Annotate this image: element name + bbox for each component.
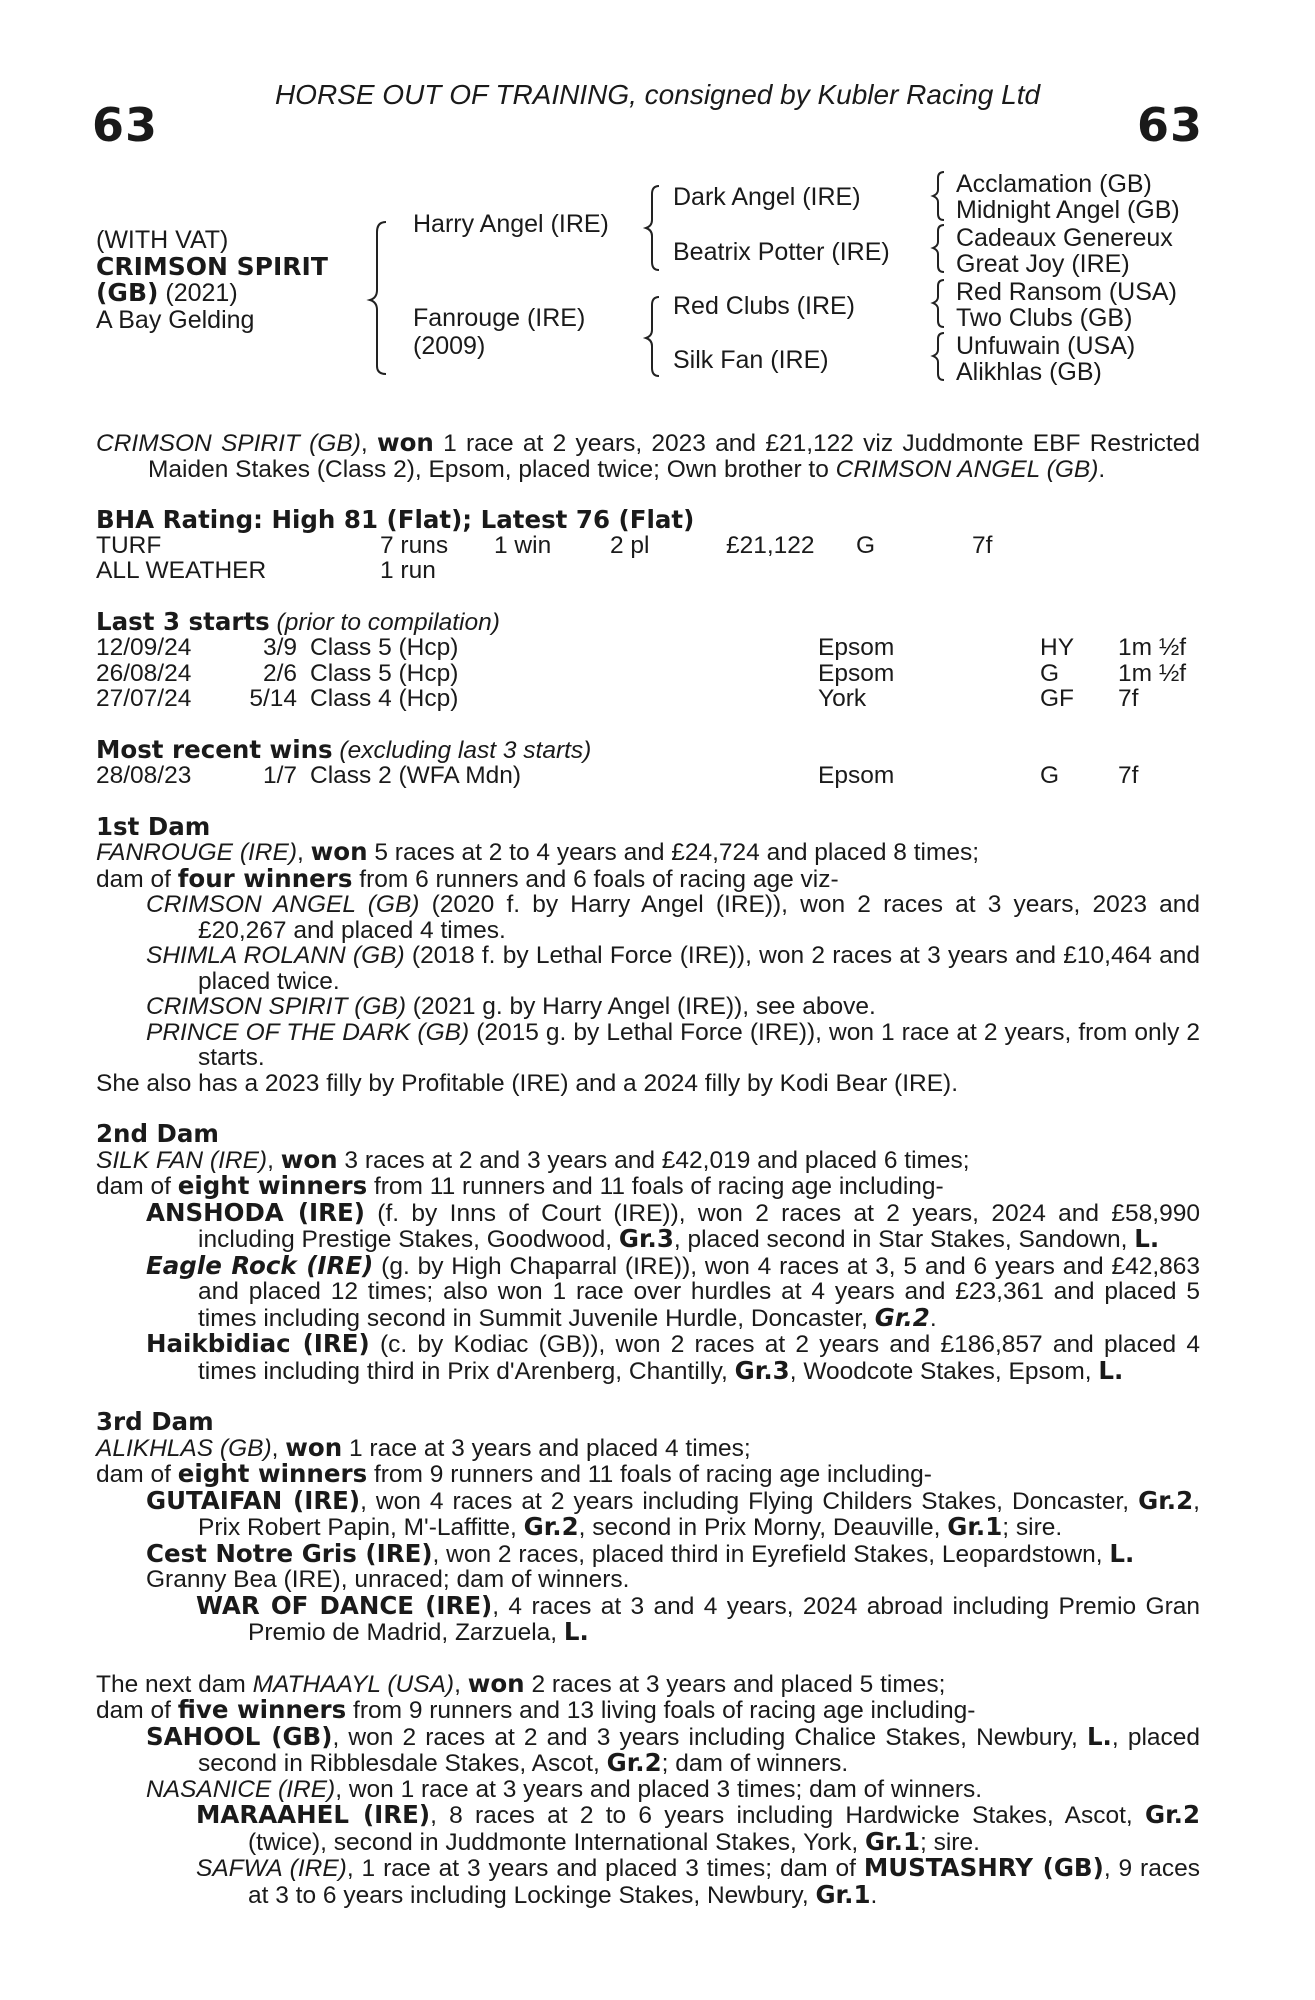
sire-dam-sire: Cadeaux Genereux: [956, 224, 1173, 252]
group-grade: Gr.1: [864, 1826, 920, 1856]
start-going: HY: [1040, 634, 1075, 661]
start-position: 5/14: [249, 685, 297, 712]
win-position: 1/7: [262, 762, 297, 789]
dam-of-detail: from 11 runners and 11 foals of racing age including-: [367, 1173, 944, 1200]
turf-going: G: [856, 531, 876, 559]
list-item: [96, 892, 1200, 943]
next-dam-section: [96, 1668, 1201, 1909]
group-grade: Gr.1: [947, 1512, 1003, 1541]
dam-year: (2009): [413, 332, 486, 360]
next-dam-intro: The next dam: [96, 1670, 253, 1698]
list-item: [96, 1721, 1201, 1777]
race-summary: CRIMSON SPIRIT (GB), won 1 race at 2 years, 2023 and £21,122 viz Juddmonte EBF Restricted Maiden Stakes (Class 2), Epsom, placed twice; Own brother to CRIMSON ANGEL (GB).: [96, 428, 1200, 483]
third-dam-title: 3rd Dam: [96, 1407, 214, 1436]
progeny-name: ANSHODA (IRE): [146, 1197, 365, 1227]
aw-runs: 1 run: [380, 557, 436, 584]
lot-number-left: 63: [92, 98, 159, 152]
second-dam-name: SILK FAN (IRE): [96, 1146, 268, 1174]
list-item: [96, 1250, 1200, 1332]
winners-count: eight winners: [177, 1459, 368, 1488]
progeny-end: ; dam of winners.: [661, 1750, 849, 1777]
first-dam-record: 5 races at 2 to 4 years and £24,724 and placed 8 times;: [367, 839, 980, 866]
dam-dam-sire: Unfuwain (USA): [956, 332, 1136, 360]
progeny-record: (c. by Kodiac (GB)), won 2 races at 2 years and £186,857 and placed 4 times including third in Prix d'Arenberg, Chantilly,: [198, 1331, 1201, 1385]
progeny-record: , won 4 races at 2 years including Flying Childers Stakes, Doncaster,: [360, 1487, 1139, 1515]
start-distance: 1m ½f: [1118, 634, 1187, 661]
start-class: Class 4 (Hcp): [310, 685, 459, 712]
winners-count: five winners: [177, 1695, 347, 1724]
won-label: won: [310, 837, 368, 866]
horse-country: (GB): [96, 278, 159, 307]
winners-count: four winners: [177, 863, 353, 893]
winners-count: eight winners: [177, 1171, 368, 1200]
list-item: [96, 1567, 1200, 1593]
vat-label: (WITH VAT): [96, 226, 229, 254]
aw-label: ALL WEATHER: [96, 557, 267, 584]
second-dam-record: 3 races at 2 and 3 years and £42,019 and placed 6 times;: [337, 1146, 970, 1174]
first-dam-title: 1st Dam: [96, 811, 211, 841]
group-grade: Gr.2: [606, 1748, 662, 1777]
progeny-offspring-name: MUSTASHRY (GB): [863, 1853, 1104, 1882]
list-item: [96, 1197, 1200, 1253]
listed-grade: L.: [1098, 1355, 1124, 1385]
progeny-record: , 1 race at 3 years and placed 3 times; dam of: [346, 1855, 864, 1882]
table-row: [96, 635, 1200, 661]
progeny-end: ; sire.: [920, 1828, 980, 1856]
start-class: Class 5 (Hcp): [310, 634, 459, 661]
aw-row: [96, 558, 1200, 584]
start-class: Class 5 (Hcp): [310, 659, 459, 687]
progeny-name: NASANICE (IRE): [146, 1775, 336, 1803]
progeny-name: WAR OF DANCE (IRE): [196, 1590, 493, 1620]
listed-grade: L.: [1134, 1224, 1160, 1253]
last-starts-title: Last 3 starts: [96, 606, 270, 636]
third-dam-name: ALIKHLAS (GB): [96, 1434, 272, 1462]
progeny-record: , Woodcote Stakes, Epsom,: [789, 1357, 1099, 1385]
start-course: York: [818, 685, 867, 712]
progeny-record: (g. by High Chaparral (IRE)), won 4 races at 3, 5 and 6 years and £42,863 and placed 12 times; also won 1 race over hurdles at 4 years and £23,361 and placed 5 times including second in Summit Juvenile Hurdle, Doncaster,: [198, 1252, 1200, 1332]
rating-section: [96, 507, 1200, 584]
win-course: Epsom: [818, 762, 895, 789]
dam: Fanrouge (IRE): [413, 304, 586, 332]
progeny-end: ; sire.: [1002, 1514, 1063, 1541]
group-grade: Gr.3: [734, 1355, 790, 1385]
separator: ,: [454, 1670, 468, 1698]
dam-of-detail: from 9 runners and 13 living foals of racing age including-: [346, 1697, 976, 1724]
progeny-record: (2015 g. by Lethal Force (IRE)), won 1 race at 2 years, from only 2 starts.: [198, 1018, 1200, 1071]
dam-sire-sire: Red Ransom (USA): [956, 278, 1177, 306]
won-label: won: [280, 1144, 338, 1174]
start-course: Epsom: [818, 634, 895, 661]
rating-title: BHA Rating: High 81 (Flat); Latest 76 (Flat): [96, 505, 695, 534]
progeny-name: Haikbidiac (IRE): [146, 1329, 370, 1358]
list-item: [96, 1855, 1200, 1908]
progeny-name: CRIMSON SPIRIT (GB): [146, 993, 406, 1020]
start-going: G: [1040, 659, 1060, 687]
group-grade: Gr.2: [1144, 1800, 1201, 1829]
turf-placed: 2 pl: [610, 531, 650, 559]
turf-wins: 1 win: [494, 531, 552, 559]
progeny-record: , Prix Robert Papin, M'-Laffitte,: [198, 1487, 1200, 1541]
start-date: 12/09/24: [96, 634, 192, 661]
sire-sire-dam: Midnight Angel (GB): [956, 196, 1180, 224]
start-distance: 7f: [1118, 685, 1139, 712]
second-dam-title: 2nd Dam: [96, 1119, 219, 1148]
recent-wins-section: [96, 734, 1200, 789]
dam-of-label: dam of: [96, 1697, 178, 1724]
progeny-record: (2020 f. by Harry Angel (IRE)), won 2 races at 3 years, 2023 and £20,267 and placed 4 times.: [198, 891, 1200, 944]
third-dam-record: 1 race at 3 years and placed 4 times;: [342, 1434, 751, 1462]
table-row: [96, 763, 1200, 789]
summary-won: won: [376, 428, 434, 457]
start-course: Epsom: [818, 659, 895, 687]
sire: Harry Angel (IRE): [413, 210, 609, 238]
list-item: [96, 1020, 1200, 1071]
lot-number-right: 63: [1136, 98, 1203, 152]
recent-wins-title: Most recent wins: [96, 734, 333, 764]
progeny-record: (2021 g. by Harry Angel (IRE)), see above.: [405, 993, 876, 1020]
group-grade: Gr.2: [874, 1302, 930, 1332]
progeny-record: (f. by Inns of Court (IRE)), won 2 races at 2 years, 2024 and £58,990 including Prestige Stakes, Goodwood,: [198, 1199, 1200, 1253]
progeny-record: (twice), second in Juddmonte International Stakes, York,: [248, 1828, 865, 1856]
horse-name: CRIMSON SPIRIT: [96, 251, 328, 281]
list-item: [96, 943, 1200, 994]
dam-sire-dam: Two Clubs (GB): [956, 304, 1133, 332]
progeny-record: (2018 f. by Lethal Force (IRE)), won 2 races at 3 years and £10,464 and placed twice.: [198, 942, 1200, 995]
start-position: 2/6: [262, 659, 297, 687]
win-date: 28/08/23: [96, 762, 192, 789]
progeny-record: , placed second in Ribblesdale Stakes, Ascot,: [198, 1723, 1201, 1777]
list-item: [96, 1590, 1200, 1646]
progeny-name: SAHOOL (GB): [146, 1721, 333, 1751]
next-dam-name: MATHAAYL (USA): [252, 1670, 455, 1698]
sire-dam: Beatrix Potter (IRE): [673, 238, 890, 266]
progeny-name: SAFWA (IRE): [196, 1855, 347, 1882]
list-item: [96, 994, 1200, 1020]
listed-grade: L.: [1109, 1538, 1135, 1568]
list-item: [96, 1485, 1200, 1541]
progeny-name: MARAAHEL (IRE): [196, 1800, 431, 1829]
progeny-record: , placed second in Star Stakes, Sandown,: [673, 1226, 1135, 1253]
second-dam-section: 2nd Dam SILK FAN (IRE), won 3 races at 2 and 3 years and £42,019 and placed 6 times; dam of eight winners from 11 runners and 11 foals of racing age including- ANSHODA (IRE) (f. by Inns of Court (IRE)), won 2 races at 2 years, 2024 and £58,990 including Prestige Stakes, Goodwood, Gr.3, placed second in Star Stakes, Sandown, L. Eagle Rock (IRE) (g. by High Chaparral (IRE)), won 4 races at 3, 5 and 6 years and £42,863 and placed 12 times; also won 1 race over hurdles at 4 years and £23,361 and placed 5 times including second in Summit Juvenile Hurdle, Doncaster, Gr.2. Haikbidiac (IRE) (c. by Kodiac (GB)), won 2 races at 2 years and £186,857 and placed 4 times including third in Prix d'Arenberg, Chantilly, Gr.3, Woodcote Stakes, Epsom, L.: [96, 1119, 1201, 1385]
progeny-record: , won 2 races, placed third in Eyrefield Stakes, Leopardstown,: [432, 1540, 1110, 1568]
progeny-record: , 4 races at 3 and 4 years, 2024 abroad including Premio Gran Premio de Madrid, Zarzuela,: [248, 1592, 1200, 1646]
horse-description: A Bay Gelding: [96, 305, 255, 334]
start-date: 26/08/24: [96, 659, 192, 687]
dam-of-label: dam of: [96, 865, 178, 893]
start-distance: 1m ½f: [1118, 659, 1187, 687]
horse-year: (2021): [158, 279, 238, 307]
list-item: [96, 1802, 1200, 1855]
sire-sire-sire: Acclamation (GB): [956, 170, 1152, 198]
summary-end: .: [1098, 455, 1106, 483]
start-going: GF: [1040, 685, 1075, 712]
won-label: won: [467, 1668, 525, 1698]
win-going: G: [1040, 762, 1060, 789]
summary-text: 1 race at 2 years, 2023 and £21,122 viz Juddmonte EBF Restricted Maiden Stakes (Class 2), Epsom, placed twice; Own brother to: [148, 430, 1200, 483]
list-item: [96, 1777, 1200, 1803]
start-date: 27/07/24: [96, 685, 192, 712]
listed-grade: L.: [1086, 1721, 1112, 1751]
group-grade: Gr.1: [815, 1879, 871, 1909]
group-grade: Gr.2: [1138, 1485, 1194, 1515]
list-item: [96, 1331, 1200, 1384]
last-starts-note: (prior to compilation): [269, 608, 500, 636]
won-label: won: [285, 1432, 343, 1462]
progeny-record: Granny Bea (IRE), unraced; dam of winners.: [146, 1566, 630, 1593]
progeny-name: PRINCE OF THE DARK (GB): [146, 1018, 470, 1046]
progeny-record: , second in Prix Morny, Deauville,: [578, 1514, 948, 1541]
progeny-name: CRIMSON ANGEL (GB): [146, 891, 420, 918]
listed-grade: L.: [563, 1617, 589, 1646]
turf-prize: £21,122: [726, 531, 815, 559]
progeny-record: , won 1 race at 3 years and placed 3 times; dam of winners.: [335, 1775, 983, 1803]
progeny-end: .: [870, 1881, 878, 1909]
next-dam-record: 2 races at 3 years and placed 5 times;: [524, 1670, 946, 1698]
start-position: 3/9: [262, 634, 297, 661]
group-grade: Gr.3: [618, 1224, 674, 1253]
list-item: [96, 1538, 1200, 1568]
table-row: [96, 686, 1200, 712]
progeny-name: Eagle Rock (IRE): [146, 1250, 374, 1280]
sire-sire: Dark Angel (IRE): [673, 183, 861, 211]
summary-brother: CRIMSON ANGEL (GB): [835, 455, 1099, 483]
last-starts-section: [96, 606, 1200, 712]
catalogue-header: HORSE OUT OF TRAINING, consigned by Kubler Racing Ltd: [274, 79, 1041, 110]
win-class: Class 2 (WFA Mdn): [310, 762, 522, 789]
sire-dam-dam: Great Joy (IRE): [956, 250, 1130, 278]
pedigree-chart: [0, 0, 1315, 400]
first-dam-name: FANROUGE (IRE): [96, 839, 297, 866]
progeny-end: .: [929, 1304, 937, 1332]
progeny-name: GUTAIFAN (IRE): [146, 1485, 361, 1515]
progeny-name: Cest Notre Gris (IRE): [146, 1538, 433, 1568]
turf-distance: 7f: [972, 531, 993, 559]
turf-label: TURF: [96, 531, 162, 559]
dam-of-label: dam of: [96, 1461, 178, 1488]
table-row: [96, 661, 1200, 687]
dam-of-detail: from 6 runners and 6 foals of racing age viz-: [352, 865, 839, 893]
dam-of-detail: from 9 runners and 11 foals of racing age including-: [367, 1461, 932, 1488]
progeny-record: , 8 races at 2 to 6 years including Hardwicke Stakes, Ascot,: [430, 1802, 1145, 1829]
dam-of-label: dam of: [96, 1173, 178, 1200]
progeny-record: , won 2 races at 2 and 3 years including Chalice Stakes, Newbury,: [332, 1723, 1087, 1751]
progeny-record: , 9 races at 3 to 6 years including Lockinge Stakes, Newbury,: [248, 1855, 1200, 1909]
dam-sire: Red Clubs (IRE): [673, 292, 855, 320]
catalogue-body: [96, 430, 1200, 1908]
dam-dam: Silk Fan (IRE): [673, 346, 829, 374]
progeny-name: SHIMLA ROLANN (GB): [146, 942, 405, 969]
turf-runs: 7 runs: [380, 531, 449, 559]
other-foals: She also has a 2023 filly by Profitable (IRE) and a 2024 filly by Kodi Bear (IRE).: [96, 1069, 959, 1097]
summary-horse-name: CRIMSON SPIRIT (GB): [96, 430, 361, 457]
win-distance: 7f: [1118, 762, 1139, 789]
third-dam-section: 3rd Dam ALIKHLAS (GB), won 1 race at 3 years and placed 4 times; dam of eight winners from 9 runners and 11 foals of racing age including- GUTAIFAN (IRE), won 4 races at 2 years including Flying Childers Stakes, Doncaster, Gr.2, Prix Robert Papin, M'-Laffitte, Gr.2, second in Prix Morny, Deauville, Gr.1; sire. Cest Notre Gris (IRE), won 2 races, placed third in Eyrefield Stakes, Leopardstown, L. Granny Bea (IRE), unraced; dam of winners. WAR OF DANCE (IRE), 4 races at 3 and 4 years, 2024 abroad including Premio Gran Premio de Madrid, Zarzuela, L.: [96, 1407, 1200, 1646]
dam-dam-dam: Alikhlas (GB): [956, 358, 1102, 386]
first-dam-section: 1st Dam FANROUGE (IRE), won 5 races at 2 to 4 years and £24,724 and placed 8 times; dam of four winners from 6 runners and 6 foals of racing age viz- CRIMSON ANGEL (GB) (2020 f. by Harry Angel (IRE)), won 2 races at 3 years, 2023 and £20,267 and placed 4 times. SHIMLA ROLANN (GB) (2018 f. by Lethal Force (IRE)), won 2 races at 3 years and £10,464 and placed twice. CRIMSON SPIRIT (GB) (2021 g. by Harry Angel (IRE)), see above. PRINCE OF THE DARK (GB) (2015 g. by Lethal Force (IRE)), won 1 race at 2 years, from only 2 starts. She also has a 2023 filly by Profitable (IRE) and a 2024 filly by Kodi Bear (IRE).: [96, 811, 1200, 1097]
recent-wins-note: (excluding last 3 starts): [332, 736, 592, 764]
turf-row: [96, 533, 1200, 559]
group-grade: Gr.2: [523, 1512, 579, 1541]
